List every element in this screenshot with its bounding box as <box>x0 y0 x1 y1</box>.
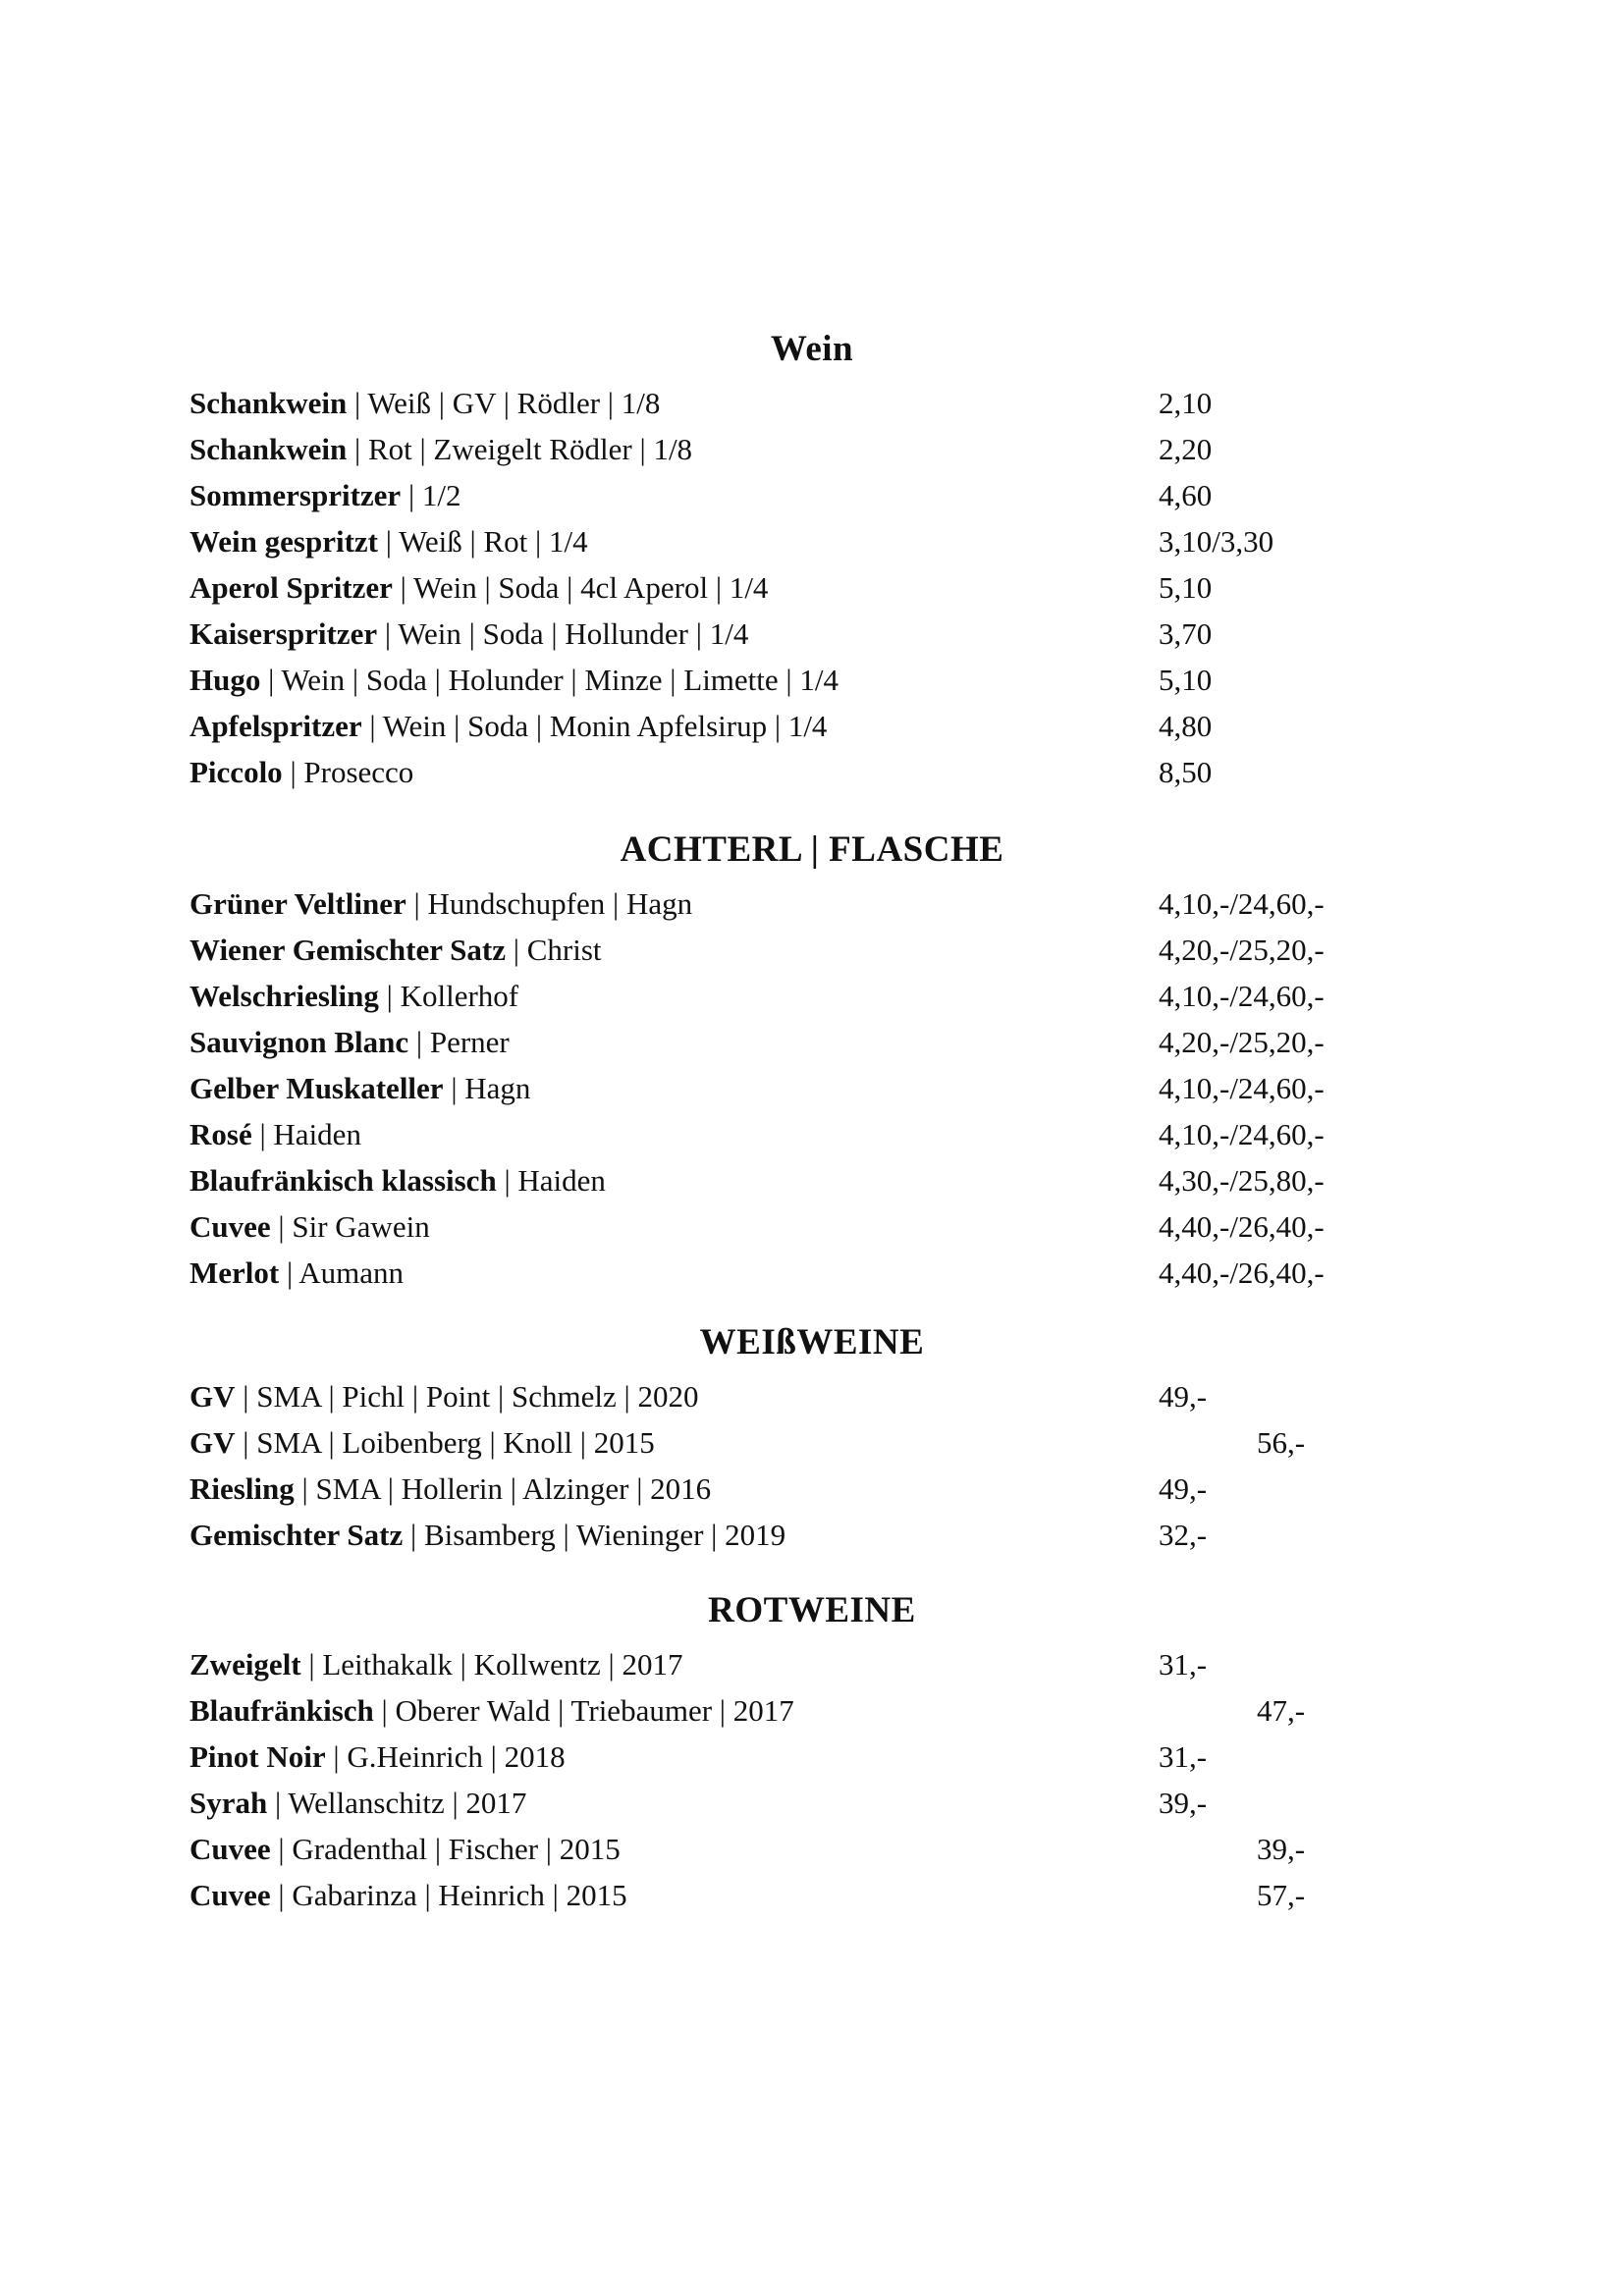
menu-item <box>0 1780 1624 1826</box>
menu-item <box>0 1203 1624 1250</box>
item-price: 57,- <box>1257 1878 1306 1912</box>
item-price: 4,80 <box>1159 709 1213 743</box>
item-price: 3,70 <box>1159 616 1213 651</box>
item-details: | Aumann <box>279 1255 404 1290</box>
item-details: | Christ <box>506 933 602 967</box>
item-details: | Sir Gawein <box>270 1209 430 1244</box>
item-text <box>189 1071 530 1105</box>
item-name: Syrah <box>189 1786 268 1820</box>
menu-item <box>0 927 1624 973</box>
item-text <box>189 1832 621 1866</box>
item-text <box>189 524 588 559</box>
menu-item <box>0 1157 1624 1203</box>
item-details: | Hagn <box>443 1071 531 1105</box>
menu-section-achterl-flasche <box>0 820 1624 1296</box>
item-name: Schankwein <box>189 386 348 420</box>
item-details: | Haiden <box>251 1117 361 1151</box>
item-name: GV <box>189 1425 236 1460</box>
item-price: 4,10,-/24,60,- <box>1159 979 1325 1013</box>
item-text <box>189 1209 430 1244</box>
section-rows <box>0 1373 1624 1558</box>
item-details: | Wellanschitz | 2017 <box>267 1786 527 1820</box>
item-name: Wiener Gemischter Satz <box>189 933 506 967</box>
item-name: Grüner Veltliner <box>189 886 406 921</box>
item-name: Welschriesling <box>189 979 379 1013</box>
item-details: | SMA | Loibenberg | Knoll | 2015 <box>235 1425 655 1460</box>
menu-section-wei-weine <box>0 1312 1624 1558</box>
menu-section-rotweine <box>0 1580 1624 1918</box>
item-price: 47,- <box>1257 1693 1306 1728</box>
item-text <box>189 1163 606 1198</box>
item-text <box>189 1471 711 1506</box>
menu-item <box>0 1419 1624 1466</box>
item-text <box>189 1025 510 1059</box>
section-title-rotweine: ROTWEINE <box>708 1590 916 1630</box>
item-details: | Rot | Zweigelt Rödler | 1/8 <box>347 432 693 466</box>
item-price: 32,- <box>1159 1518 1208 1552</box>
item-details: | Leithakalk | Kollwentz | 2017 <box>300 1647 683 1682</box>
item-text <box>189 616 748 651</box>
item-price: 4,10,-/24,60,- <box>1159 1071 1325 1105</box>
item-details: | Perner <box>408 1025 510 1059</box>
item-name: Piccolo <box>189 755 283 789</box>
item-price: 3,10/3,30 <box>1159 524 1274 559</box>
item-text <box>189 1693 794 1728</box>
item-price: 49,- <box>1159 1471 1208 1506</box>
menu-item <box>0 749 1624 795</box>
item-text <box>189 933 602 967</box>
menu-section-wein <box>0 319 1624 795</box>
item-details: | SMA | Pichl | Point | Schmelz | 2020 <box>235 1379 699 1414</box>
item-text <box>189 1255 404 1290</box>
item-price: 31,- <box>1159 1739 1208 1774</box>
menu-item <box>0 657 1624 703</box>
item-details: | G.Heinrich | 2018 <box>325 1739 566 1774</box>
item-name: Sauvignon Blanc <box>189 1025 409 1059</box>
item-name: GV <box>189 1379 236 1414</box>
section-rows <box>0 380 1624 795</box>
section-title-wein: Wein <box>770 329 854 369</box>
item-details: | Kollerhof <box>378 979 519 1013</box>
item-details: | Gradenthal | Fischer | 2015 <box>270 1832 621 1866</box>
menu-item <box>0 1019 1624 1065</box>
item-name: Blaufränkisch klassisch <box>189 1163 497 1198</box>
menu-item <box>0 380 1624 426</box>
item-price: 2,10 <box>1159 386 1213 420</box>
section-rows <box>0 881 1624 1296</box>
item-text <box>189 1518 785 1552</box>
item-details: | Wein | Soda | 4cl Aperol | 1/4 <box>392 570 769 605</box>
item-text <box>189 886 692 921</box>
menu-item <box>0 1641 1624 1687</box>
item-name: Rosé <box>189 1117 252 1151</box>
item-details: | Wein | Soda | Holunder | Minze | Limette | 1/4 <box>260 663 839 697</box>
menu-item <box>0 1250 1624 1296</box>
item-text <box>189 663 839 697</box>
section-rows <box>0 1641 1624 1918</box>
item-name: Schankwein <box>189 432 348 466</box>
item-details: | Wein | Soda | Monin Apfelsirup | 1/4 <box>361 709 828 743</box>
item-text <box>189 1117 361 1151</box>
menu-item <box>0 611 1624 657</box>
item-price: 5,10 <box>1159 570 1213 605</box>
item-details: | Gabarinza | Heinrich | 2015 <box>270 1878 627 1912</box>
item-details: | Oberer Wald | Triebaumer | 2017 <box>373 1693 794 1728</box>
item-details: | SMA | Hollerin | Alzinger | 2016 <box>294 1471 712 1506</box>
item-details: | 1/2 <box>401 478 461 512</box>
item-text <box>189 1425 655 1460</box>
item-price: 4,10,-/24,60,- <box>1159 886 1325 921</box>
item-name: Kaiserspritzer <box>189 616 378 651</box>
menu-item <box>0 1512 1624 1558</box>
item-name: Cuvee <box>189 1832 271 1866</box>
item-price: 31,- <box>1159 1647 1208 1682</box>
item-text <box>189 1379 698 1414</box>
item-details: | Bisamberg | Wieninger | 2019 <box>403 1518 786 1552</box>
item-price: 8,50 <box>1159 755 1213 789</box>
item-text <box>189 1786 526 1820</box>
item-name: Hugo <box>189 663 261 697</box>
item-name: Gelber Muskateller <box>189 1071 444 1105</box>
item-text <box>189 570 768 605</box>
item-name: Blaufränkisch <box>189 1693 374 1728</box>
item-text <box>189 1739 566 1774</box>
item-text <box>189 1647 682 1682</box>
item-name: Riesling <box>189 1471 295 1506</box>
menu-item <box>0 1065 1624 1111</box>
item-name: Aperol Spritzer <box>189 570 393 605</box>
menu-item <box>0 472 1624 518</box>
item-name: Zweigelt <box>189 1647 301 1682</box>
menu-item <box>0 1111 1624 1157</box>
item-text <box>189 755 413 789</box>
item-details: | Weiß | Rot | 1/4 <box>378 524 588 559</box>
menu-item <box>0 881 1624 927</box>
item-price: 5,10 <box>1159 663 1213 697</box>
item-name: Sommerspritzer <box>189 478 402 512</box>
section-title-wei-weine: WEIßWEINE <box>699 1322 925 1362</box>
item-text <box>189 709 827 743</box>
menu-item <box>0 518 1624 564</box>
menu-item <box>0 1373 1624 1419</box>
item-text <box>189 979 518 1013</box>
section-title-achterl-flasche: ACHTERL | FLASCHE <box>620 829 1004 870</box>
item-details: | Prosecco <box>282 755 414 789</box>
item-name: Cuvee <box>189 1209 271 1244</box>
item-text <box>189 386 660 420</box>
item-details: | Wein | Soda | Hollunder | 1/4 <box>377 616 749 651</box>
item-name: Wein gespritzt <box>189 524 378 559</box>
menu-item <box>0 564 1624 611</box>
item-price: 39,- <box>1257 1832 1306 1866</box>
item-name: Apfelspritzer <box>189 709 362 743</box>
item-price: 4,20,-/25,20,- <box>1159 933 1325 967</box>
item-text <box>189 478 461 512</box>
item-price: 56,- <box>1257 1425 1306 1460</box>
item-details: | Weiß | GV | Rödler | 1/8 <box>347 386 661 420</box>
menu-item <box>0 703 1624 749</box>
menu-item <box>0 1872 1624 1918</box>
item-price: 2,20 <box>1159 432 1213 466</box>
item-price: 4,40,-/26,40,- <box>1159 1255 1325 1290</box>
menu-item <box>0 1687 1624 1734</box>
item-name: Gemischter Satz <box>189 1518 404 1552</box>
item-details: | Haiden <box>496 1163 606 1198</box>
item-details: | Hundschupfen | Hagn <box>406 886 693 921</box>
item-name: Cuvee <box>189 1878 271 1912</box>
item-price: 4,60 <box>1159 478 1213 512</box>
menu-item <box>0 973 1624 1019</box>
menu-item <box>0 1826 1624 1872</box>
item-text <box>189 1878 627 1912</box>
menu-item <box>0 1466 1624 1512</box>
item-price: 4,40,-/26,40,- <box>1159 1209 1325 1244</box>
item-name: Pinot Noir <box>189 1739 326 1774</box>
menu-item <box>0 1734 1624 1780</box>
item-price: 4,10,-/24,60,- <box>1159 1117 1325 1151</box>
item-price: 4,20,-/25,20,- <box>1159 1025 1325 1059</box>
item-text <box>189 432 692 466</box>
menu-item <box>0 426 1624 472</box>
item-name: Merlot <box>189 1255 280 1290</box>
item-price: 39,- <box>1159 1786 1208 1820</box>
item-price: 49,- <box>1159 1379 1208 1414</box>
item-price: 4,30,-/25,80,- <box>1159 1163 1325 1198</box>
